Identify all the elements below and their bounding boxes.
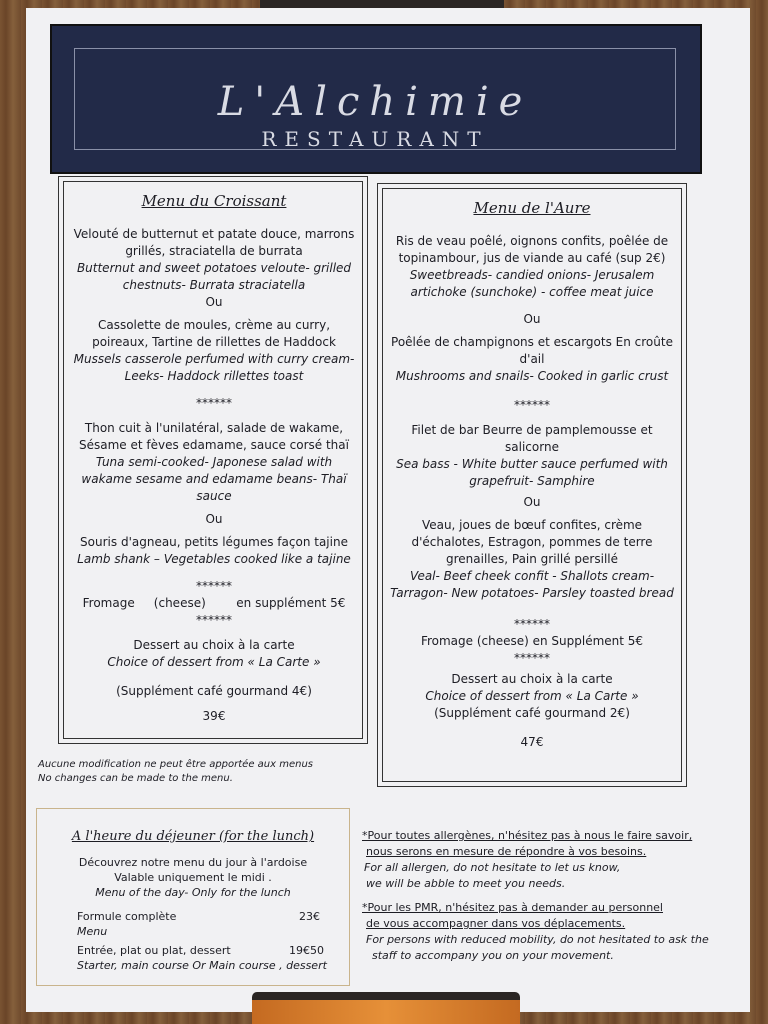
course-separator: ****** (196, 396, 232, 410)
main-1-en: Tuna semi-cooked- Japonese salad with wakame sesame and edamame beans- Thaï sauce (81, 455, 347, 503)
allergen-fr-1: *Pour toutes allergènes, n'hésitez pas à nous le faire savoir, (362, 829, 693, 842)
main-1-en: Sea bass - White butter sauce perfumed with grapefruit- Samphire (396, 457, 668, 488)
course-separator: ****** (514, 617, 550, 631)
menu-croissant (70, 193, 358, 725)
starter-2-fr: Cassolette de moules, crème au curry, poireaux, Tartine de rillettes de Haddock (92, 318, 336, 349)
starter-1-en: Sweetbreads- candied onions- Jerusalem artichoke (sunchoke) - coffee meat juice (409, 268, 655, 299)
dessert-en: Choice of dessert from « La Carte » (107, 655, 321, 669)
starter-1-fr: Ris de veau poêlé, oignons confits, poêlée de topinambour, jus de viande au café (sup 2€) (395, 234, 669, 265)
starter-2-en: Mushrooms and snails- Cooked in garlic crust (395, 369, 669, 383)
menu-note (38, 758, 313, 786)
main-2-fr: Souris d'agneau, petits légumes façon tajine (80, 535, 348, 549)
allergen-en-1: For all allergen, do not hesitate to let us know, (364, 861, 621, 874)
restaurant-header (50, 24, 702, 174)
or-separator: Ou (523, 495, 541, 509)
restaurant-label: RESTAURANT (261, 127, 489, 151)
main-2-en: Veal- Beef cheek confit - Shallots cream- Tarragon- New potatoes- Parsley toasted bread (390, 569, 674, 600)
allergen-fr-2: nous serons en mesure de répondre à vos besoins. (366, 845, 647, 858)
cheese-supplement: en supplément 5€ (236, 596, 346, 610)
menu-aure-title: Menu de l'Aure (473, 199, 591, 217)
or-separator: Ou (523, 312, 541, 326)
menu-price: 39€ (202, 709, 226, 723)
lunch-title: A l'heure du déjeuner (for the lunch) (71, 829, 315, 844)
note-fr: Aucune modification ne peut être apportée aux menus (38, 759, 314, 770)
lunch-intro (37, 855, 349, 900)
main-2-fr: Veau, joues de bœuf confites, crème d'échalotes, Estragon, pommes de terre grenailles, Pain grillé persillé (411, 518, 653, 566)
course-separator: ****** (196, 579, 232, 593)
dessert-fr: Dessert au choix à la carte (133, 638, 295, 652)
cheese-label: Fromage (82, 596, 135, 610)
formula-1-en: Menu (77, 925, 108, 938)
course-separator: ****** (514, 651, 550, 665)
coffee-supplement: (Supplément café gourmand 2€) (434, 706, 630, 720)
restaurant-logo: L'Alchimie (217, 79, 533, 125)
or-separator: Ou (205, 295, 223, 309)
cheese-line (70, 595, 358, 612)
or-separator: Ou (205, 512, 223, 526)
main-1-fr: Filet de bar Beurre de pamplemousse et salicorne (411, 423, 653, 454)
formula-2-label: Entrée, plat ou plat, dessert (77, 944, 231, 957)
bottom-clip (252, 992, 520, 1024)
starter-2-en: Mussels casserole perfumed with curry cream- Leeks- Haddock rillettes toast (73, 352, 355, 383)
lunch-line-1: Découvrez notre menu du jour à l'ardoise (78, 856, 308, 869)
pmr-en-1: For persons with reduced mobility, do not hesitated to ask the (366, 933, 709, 946)
course-separator: ****** (514, 398, 550, 412)
info-notes (362, 828, 722, 964)
formula-2-price: 19€50 (289, 944, 324, 957)
menu-croissant-title: Menu du Croissant (141, 192, 287, 210)
cheese-line: Fromage (cheese) en Supplément 5€ (420, 634, 644, 648)
allergen-en-2: we will be abble to meet you needs. (366, 877, 566, 890)
coffee-supplement: (Supplément café gourmand 4€) (116, 684, 312, 698)
main-1-fr: Thon cuit à l'unilatéral, salade de wakame, Sésame et fèves edamame, sauce corsé thaï (79, 421, 349, 452)
formula-1-price: 23€ (299, 910, 320, 923)
pmr-fr-2: de vous accompagner dans vos déplacements. (366, 917, 626, 930)
dessert-fr: Dessert au choix à la carte (451, 672, 613, 686)
formula-2-en: Starter, main course Or Main course , dessert (77, 959, 327, 972)
menu-aure (390, 200, 674, 751)
cheese-label-en: (cheese) (153, 596, 206, 610)
header-frame (74, 48, 676, 150)
starter-2-fr: Poêlée de champignons et escargots En croûte d'ail (391, 335, 673, 366)
lunch-line-2: Valable uniquement le midi . (114, 871, 272, 884)
pmr-fr-1: *Pour les PMR, n'hésitez pas à demander au personnel (362, 901, 663, 914)
dessert-en: Choice of dessert from « La Carte » (425, 689, 639, 703)
pmr-en-2: staff to accompany you on your movement. (372, 949, 614, 962)
lunch-box (36, 808, 350, 986)
menu-price: 47€ (520, 735, 544, 749)
course-separator: ****** (196, 613, 232, 627)
formula-1-label: Formule complète (77, 910, 177, 923)
starter-1-en: Butternut and sweet potatoes veloute- grilled chestnuts- Burrata straciatella (76, 261, 352, 292)
note-en: No changes can be made to the menu. (38, 773, 233, 784)
lunch-line-3: Menu of the day- Only for the lunch (95, 886, 291, 899)
main-2-en: Lamb shank – Vegetables cooked like a tajine (77, 552, 351, 566)
starter-1-fr: Velouté de butternut et patate douce, marrons grillés, straciatella de burrata (73, 227, 355, 258)
